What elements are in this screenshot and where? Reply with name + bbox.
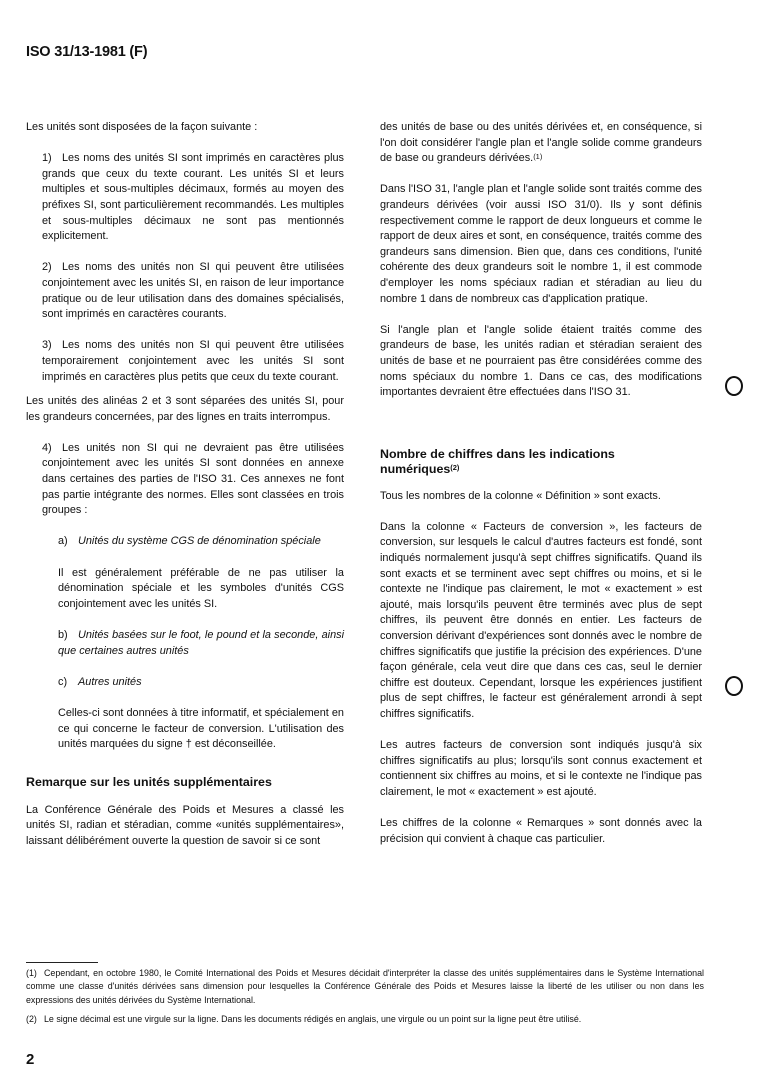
footnote-divider xyxy=(26,962,98,963)
continuation-text xyxy=(380,120,702,167)
group-title: Unités basées sur le foot, le pound et la seconde, ainsi que certaines autres unités xyxy=(58,629,344,657)
list-item-1 xyxy=(26,151,344,245)
punch-hole-icon xyxy=(725,376,743,396)
left-column xyxy=(26,120,344,865)
group-c-title xyxy=(26,675,344,691)
group-c-note: Celles-ci sont données à titre informatif, et spécialement en ce qui concerne le facteur de conversion. L'utilisation des unités marquées du signe † est déconseillée. xyxy=(58,706,344,751)
list-item-2 xyxy=(26,260,344,322)
group-letter: b) xyxy=(58,629,68,641)
para-conversion-factors: Dans la colonne « Facteurs de conversion », les facteurs de conversion, sur lesquels le calcul d'autres facteurs est fondé, sont indiqués normalement jusqu'à sept chiffres significatifs. Quand ils sont exacts et se terminent avec sept chiffres ou moins, et si le contexte ne l'indique pas clairement, le mot « exactement » est ajouté, mais lorsqu'ils peuvent être terminés avec plus de sept chiffres, ils peuvent être donnés en entier. Les facteurs de conversion dérivant d'expériences sont donnés avec le nombre de chiffres significatifs que justifie la précision des expériences. D'une façon générale, cela veut dire que dans ces cas, seul le dernier chiffre est douteux. Cependant, lorsque les expériences justifient plus de sept chiffres, le facteur est généralement arrondi à sept chiffres significatifs. xyxy=(380,520,702,720)
para-other-factors: Les autres facteurs de conversion sont indiqués jusqu'à six chiffres significatifs au plus; lorsqu'ils sont connus exactement et contiennent six chiffres au moins, et si le contexte ne l'indique pas clairement, le mot « exactement » est ajouté. xyxy=(380,739,702,798)
item-text: Les noms des unités SI sont imprimés en caractères plus grands que ceux du texte courant. Les unités SI et leurs multiples et sous-multiples décimaux, formés au moyen des préfixes SI, sont particulièrement recommandés. Les multiples et sous-multiples décimaux ne sont pas mentionnés explicitement. xyxy=(42,152,344,243)
heading-text: Nombre de chiffres dans les indications numériques xyxy=(380,446,615,476)
para-iso31: Dans l'ISO 31, l'angle plan et l'angle solide sont traités comme des grandeurs dérivées (voir aussi ISO 31/0). Ils y sont définis respectivement comme le rapport de deux longueurs et comme le rapport de deux aires et sont, en conséquence, traités comme des grandeurs sans dimension. Bien que, dans ces conditions, l'unité cohérente des deux grandeurs soit le nombre 1, il est commode d'employer les noms spéciaux radian et stéradian au lieu du nombre 1 dans de nombreux cas d'application pratique. xyxy=(380,183,702,305)
para-base-quantities: Si l'angle plan et l'angle solide étaient traités comme des grandeurs de base, les unités radian et stéradian seraient des unités de base et ne pourraient pas être considérées comme des noms spéciaux du nombre 1. Dans ce cas, des modifications importantes devraient être effectuées dans l'ISO 31. xyxy=(380,323,702,399)
group-a-title xyxy=(26,534,344,550)
footnote-text: Le signe décimal est une virgule sur la ligne. Dans les documents rédigés en anglais, une virgule ou un point sur la ligne peut être utilisé. xyxy=(44,1013,582,1024)
right-column xyxy=(380,120,702,863)
list-item-4 xyxy=(26,441,344,519)
group-a-note: Il est généralement préférable de ne pas utiliser la dénomination spéciale et les symboles d'unités CGS conjointement avec les unités SI. xyxy=(58,566,344,610)
item-text: Les unités non SI qui ne devraient pas être utilisées conjointement avec les unités SI sont données en annexe dans certaines des parties de l'ISO 31. Ces annexes ne font pas partie intégrante des normes. Elles sont classées en trois groupes : xyxy=(42,441,344,517)
item-number: 3) xyxy=(42,339,52,352)
para-remarks: Les chiffres de la colonne « Remarques » sont donnés avec la précision qui convient à chaque cas particulier. xyxy=(380,817,702,845)
group-letter: c) xyxy=(58,675,68,688)
footnote-1 xyxy=(26,967,704,1007)
group-title: Autres unités xyxy=(78,675,142,688)
item-text: Les noms des unités non SI qui peuvent être utilisées temporairement conjointement avec les unités SI sont imprimés en caractères plus petits que ceux du texte courant. xyxy=(42,339,344,383)
section-heading-supplementary-units: Remarque sur les unités supplémentaires xyxy=(26,774,272,789)
group-title: Unités du système CGS de dénomination spéciale xyxy=(78,535,321,548)
item-number: 2) xyxy=(42,261,52,274)
footnote-2 xyxy=(26,1013,704,1026)
section-text: La Conférence Générale des Poids et Mesures a classé les unités SI, radian et stéradian, comme «unités supplémentaires», laissant délibérément ouverte la question de savoir si ce sont xyxy=(26,803,344,847)
separation-note: Les unités des alinéas 2 et 3 sont séparées des unités SI, pour les grandeurs concernées, par des lignes en traits interrompus. xyxy=(26,395,344,423)
footnotes xyxy=(26,967,704,1032)
page-number: 2 xyxy=(26,1051,35,1068)
group-letter: a) xyxy=(58,535,68,548)
continuation-body: des unités de base ou des unités dérivées et, en conséquence, si l'on doit considérer l'angle plan et l'angle solide comme grandeurs de base ou grandeurs dérivées. xyxy=(380,121,702,165)
list-item-3 xyxy=(26,338,344,385)
footnote-number: (1) xyxy=(26,968,37,978)
footnote-ref-1[interactable]: (1) xyxy=(533,152,543,162)
section-heading-significant-digits xyxy=(380,447,670,477)
footnote-ref-2[interactable]: (2) xyxy=(450,462,460,472)
intro-text: Les unités sont disposées de la façon suivante : xyxy=(26,121,258,133)
item-text: Les noms des unités non SI qui peuvent être utilisées conjointement avec les unités SI, en raison de leur importance pratique ou de leur utilisation dans des domaines spécialisés, sont imprimés en caractères courants. xyxy=(42,261,344,321)
item-number: 1) xyxy=(42,152,52,165)
para-definition: Tous les nombres de la colonne « Définition » sont exacts. xyxy=(380,489,661,502)
item-number: 4) xyxy=(42,441,52,454)
document-id-header: ISO 31/13-1981 (F) xyxy=(26,44,148,60)
group-b-title xyxy=(26,628,344,659)
footnote-text: Cependant, en octobre 1980, le Comité International des Poids et Mesures décidait d'interpréter la classe des unités supplémentaires dans le Système International comme une classe d'unités dérivées sans dimension pour lesquelles la Conférence Générale des Poids et Mesures laisse la liberté de les utiliser ou non dans les expressions des unités dérivées du Système International. xyxy=(26,968,704,1005)
footnote-number: (2) xyxy=(26,1013,37,1024)
punch-hole-icon xyxy=(725,676,743,696)
